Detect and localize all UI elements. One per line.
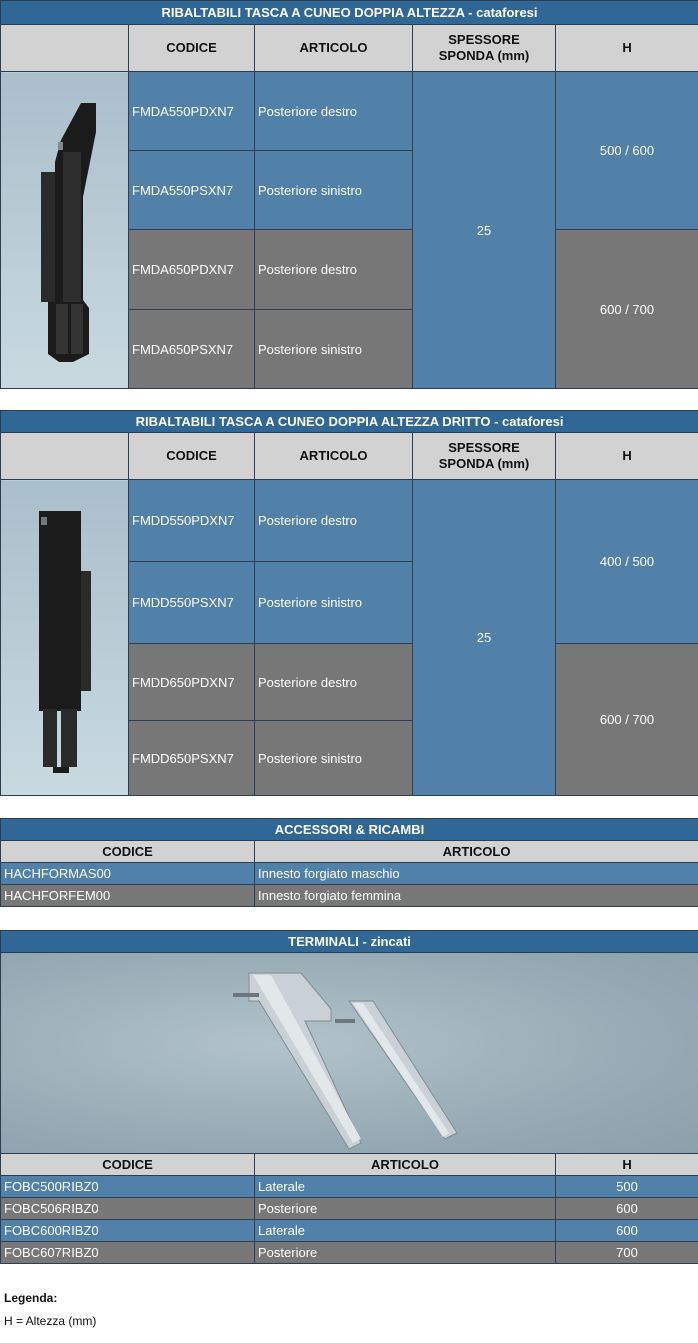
table-cell-articolo: Posteriore destro bbox=[255, 230, 413, 310]
product-image bbox=[1, 953, 698, 1154]
header-articolo: ARTICOLO bbox=[255, 1154, 556, 1176]
h-value: 600 / 700 bbox=[556, 230, 698, 389]
legend-title: Legenda: bbox=[4, 1291, 58, 1305]
spessore-value: 25 bbox=[413, 480, 556, 796]
table-cell-codice: FMDA650PSXN7 bbox=[129, 310, 255, 389]
header-codice: CODICE bbox=[1, 841, 255, 863]
table-cell-h: 600 bbox=[556, 1198, 698, 1220]
header-codice: CODICE bbox=[1, 1154, 255, 1176]
table-cell-codice: FMDA550PSXN7 bbox=[129, 151, 255, 230]
table-cell-articolo: Posteriore sinistro bbox=[255, 562, 413, 644]
table-cell-codice: FOBC600RIBZ0 bbox=[1, 1220, 255, 1242]
header-articolo: ARTICOLO bbox=[255, 25, 413, 72]
product-table-2 bbox=[0, 410, 698, 796]
table-cell-codice: FOBC607RIBZ0 bbox=[1, 1242, 255, 1264]
header-articolo: ARTICOLO bbox=[255, 433, 413, 480]
table-cell-articolo: Innesto forgiato femmina bbox=[255, 885, 698, 907]
terminal-image-icon bbox=[1, 953, 697, 1153]
terminali-table bbox=[0, 930, 698, 1264]
table-title: TERMINALI - zincati bbox=[1, 931, 698, 953]
header-h: H bbox=[556, 433, 698, 480]
table-cell-codice: FOBC500RIBZ0 bbox=[1, 1176, 255, 1198]
h-value: 400 / 500 bbox=[556, 480, 698, 644]
table-cell-codice: FMDD550PDXN7 bbox=[129, 480, 255, 562]
table-cell-codice: FMDA650PDXN7 bbox=[129, 230, 255, 310]
table-title: RIBALTABILI TASCA A CUNEO DOPPIA ALTEZZA DRITTO - cataforesi bbox=[1, 411, 698, 433]
header-codice: CODICE bbox=[129, 25, 255, 72]
table-cell-codice: FMDD650PDXN7 bbox=[129, 644, 255, 721]
table-cell-codice: FMDD650PSXN7 bbox=[129, 721, 255, 796]
header-h: H bbox=[556, 1154, 698, 1176]
table-cell-h: 600 bbox=[556, 1220, 698, 1242]
table-cell-codice: HACHFORMAS00 bbox=[1, 863, 255, 885]
table-cell-articolo: Posteriore destro bbox=[255, 644, 413, 721]
table-cell-articolo: Innesto forgiato maschio bbox=[255, 863, 698, 885]
table-cell-articolo: Laterale bbox=[255, 1220, 556, 1242]
product-table-1 bbox=[0, 0, 698, 389]
table-cell-h: 700 bbox=[556, 1242, 698, 1264]
h-value: 500 / 600 bbox=[556, 72, 698, 230]
table-cell-articolo: Posteriore sinistro bbox=[255, 721, 413, 796]
table-cell-codice: FOBC506RIBZ0 bbox=[1, 1198, 255, 1220]
product-image bbox=[1, 72, 129, 389]
table-cell-articolo: Posteriore bbox=[255, 1242, 556, 1264]
header-spessore: SPESSORE SPONDA (mm) bbox=[413, 433, 556, 480]
header-articolo: ARTICOLO bbox=[255, 841, 698, 863]
spessore-value: 25 bbox=[413, 72, 556, 389]
product-image bbox=[1, 480, 129, 796]
h-value: 600 / 700 bbox=[556, 644, 698, 796]
header-codice: CODICE bbox=[129, 433, 255, 480]
bracket-image-icon bbox=[1, 72, 127, 388]
table-cell-codice: HACHFORFEM00 bbox=[1, 885, 255, 907]
bracket-image-icon bbox=[1, 481, 127, 795]
header-h: H bbox=[556, 25, 698, 72]
header-blank bbox=[1, 433, 129, 480]
table-title: ACCESSORI & RICAMBI bbox=[1, 819, 698, 841]
table-cell-articolo: Posteriore sinistro bbox=[255, 151, 413, 230]
accessories-table bbox=[0, 818, 698, 907]
table-cell-articolo: Posteriore sinistro bbox=[255, 310, 413, 389]
table-cell-h: 500 bbox=[556, 1176, 698, 1198]
header-blank bbox=[1, 25, 129, 72]
table-cell-articolo: Posteriore destro bbox=[255, 72, 413, 151]
header-spessore: SPESSORE SPONDA (mm) bbox=[413, 25, 556, 72]
table-cell-codice: FMDD550PSXN7 bbox=[129, 562, 255, 644]
table-cell-articolo: Laterale bbox=[255, 1176, 556, 1198]
legend-text: H = Altezza (mm) bbox=[4, 1314, 97, 1328]
table-cell-articolo: Posteriore bbox=[255, 1198, 556, 1220]
table-cell-articolo: Posteriore destro bbox=[255, 480, 413, 562]
table-title: RIBALTABILI TASCA A CUNEO DOPPIA ALTEZZA - cataforesi bbox=[1, 1, 698, 25]
table-cell-codice: FMDA550PDXN7 bbox=[129, 72, 255, 151]
